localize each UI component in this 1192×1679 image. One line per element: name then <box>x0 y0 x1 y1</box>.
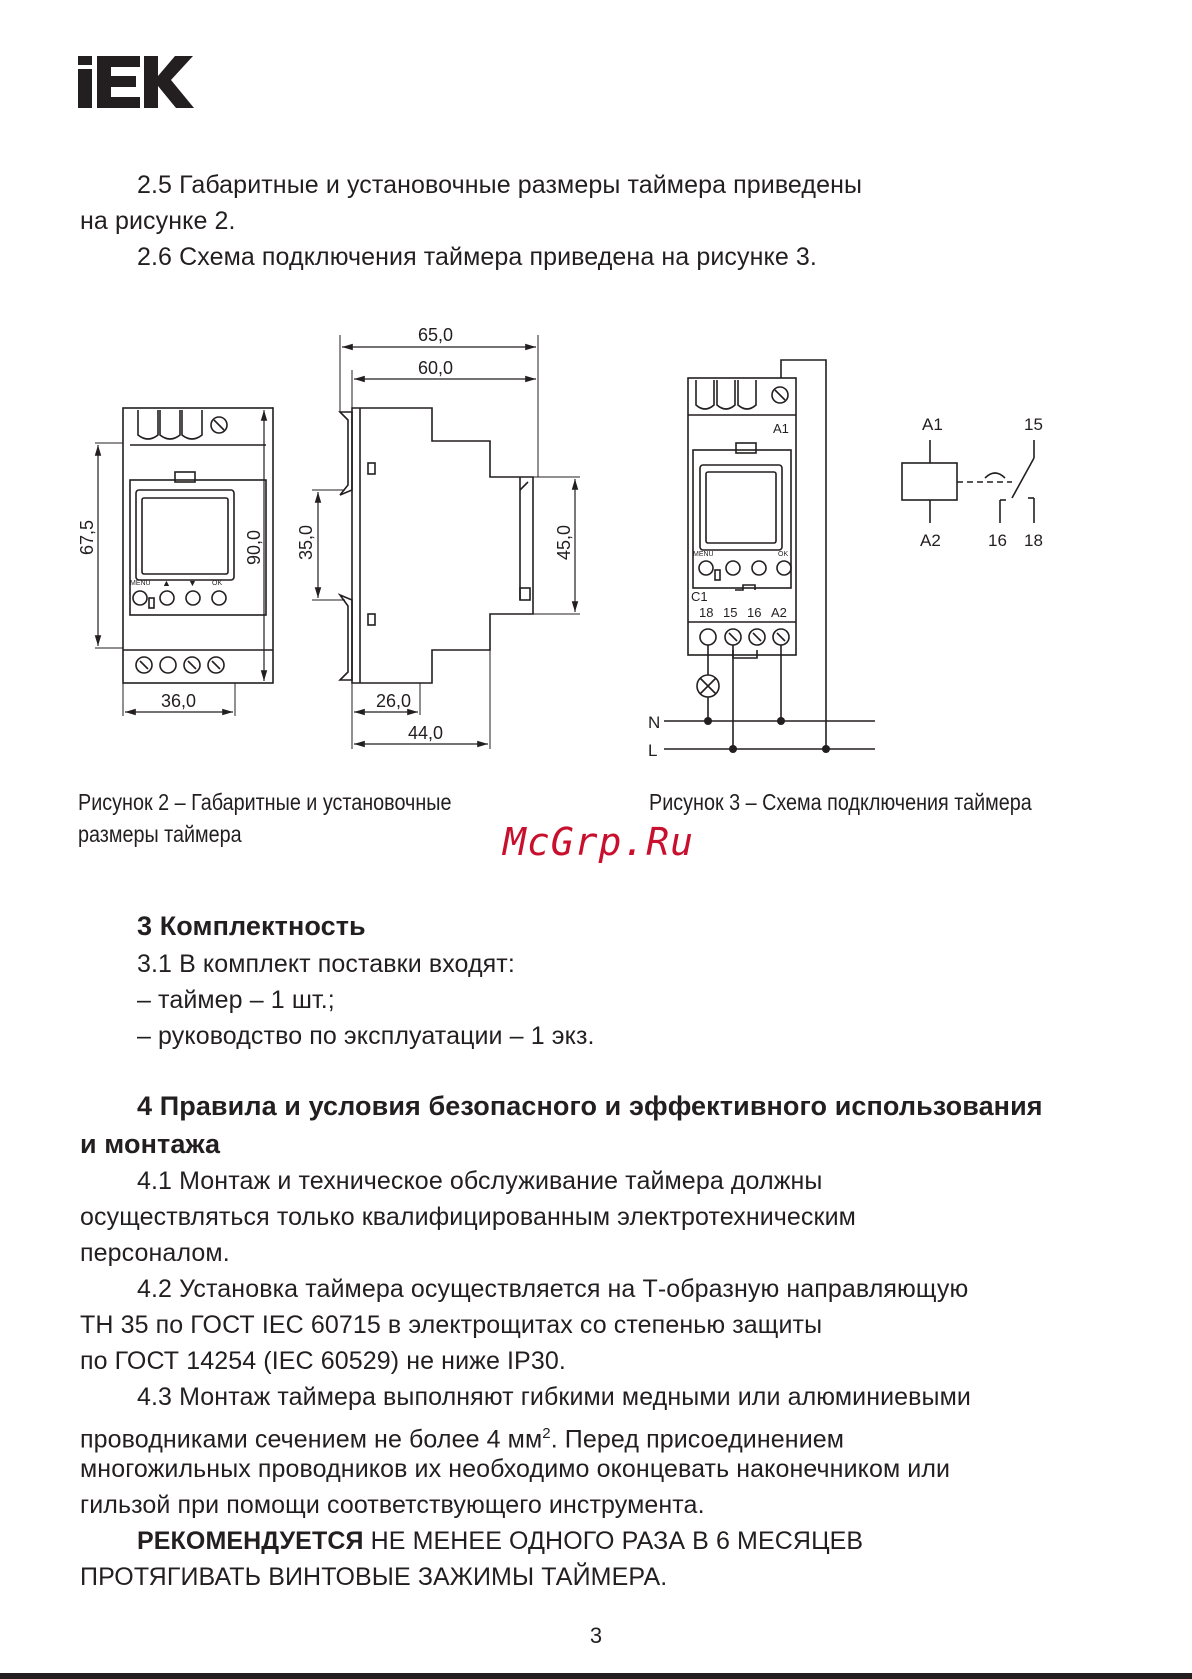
dim-65: 65,0 <box>418 325 454 345</box>
schematic-15-label: 15 <box>1024 415 1043 434</box>
dim-90: 90,0 <box>244 529 264 565</box>
front-down-label: ▼ <box>188 578 197 588</box>
line-label: L <box>648 741 658 760</box>
dim-45: 45,0 <box>554 524 574 560</box>
superscript-2: 2 <box>542 1425 551 1442</box>
dim-35: 35,0 <box>296 524 316 560</box>
terminal-15-label: 15 <box>723 605 738 620</box>
dim-67-5: 67,5 <box>77 519 97 555</box>
paragraph-4-2-line1: 4.2 Установка таймера осуществляется на Т-образную направляющую <box>137 1275 969 1303</box>
dim-26: 26,0 <box>376 691 412 711</box>
paragraph-4-3-line2-a: проводниками сечением не более 4 мм <box>80 1425 543 1454</box>
terminal-18-label: 18 <box>699 605 714 620</box>
paragraph-2-6: 2.6 Схема подключения таймера приведена на рисунке 3. <box>137 243 817 271</box>
dim-60: 60,0 <box>418 358 454 378</box>
section-4-heading-line2: и монтажа <box>80 1129 221 1159</box>
dim-36: 36,0 <box>161 691 197 711</box>
device-a1-label: A1 <box>773 421 789 436</box>
paragraph-4-1-line3: персоналом. <box>80 1239 230 1267</box>
figure-2-caption-line1: Рисунок 2 – Габаритные и установочные <box>78 789 452 815</box>
list-item: – таймер – 1 шт.; <box>137 986 335 1014</box>
front-ok-label: OK <box>212 580 223 587</box>
paragraph-4-2-line3: по ГОСТ 14254 (IEC 60529) не ниже IP30. <box>80 1347 566 1375</box>
recommendation-line1 <box>137 1524 863 1559</box>
wiring-menu-label: MENU <box>693 551 714 558</box>
paragraph-4-1-line2: осуществляться только квалифицированным электротехническим <box>80 1203 856 1231</box>
terminal-a2-label: A2 <box>771 605 787 620</box>
terminal-16-label: 16 <box>747 605 762 620</box>
figure-3-wiring-drawing <box>0 0 1192 800</box>
paragraph-4-3-line1: 4.3 Монтаж таймера выполняют гибкими медными или алюминиевыми <box>137 1383 971 1411</box>
figure-3-caption: Рисунок 3 – Схема подключения таймера <box>649 789 1032 815</box>
schematic-a1-label: A1 <box>922 415 943 434</box>
c1-label: C1 <box>691 589 708 604</box>
figure-2-caption-line2: размеры таймера <box>78 821 242 847</box>
bottom-rule <box>0 1673 1192 1679</box>
schematic-16-label: 16 <box>988 531 1007 550</box>
neutral-label: N <box>648 713 661 732</box>
wiring-ok-label: OK <box>778 551 789 558</box>
paragraph-4-3-line4: гильзой при помощи соответствующего инструмента. <box>80 1491 705 1519</box>
paragraph-4-3-line3: многожильных проводников их необходимо оконцевать наконечником или <box>80 1455 951 1483</box>
recommendation-bold: РЕКОМЕНДУЕТСЯ <box>137 1527 364 1555</box>
recommendation-line2: ПРОТЯГИВАТЬ ВИНТОВЫЕ ЗАЖИМЫ ТАЙМЕРА. <box>80 1563 668 1591</box>
schematic-a2-label: A2 <box>920 531 941 550</box>
paragraph-4-3-line2-b: . Перед присоединением <box>550 1425 845 1454</box>
front-up-label: ▲ <box>162 578 171 588</box>
paragraph-2-5-line2: на рисунке 2. <box>80 207 236 235</box>
paragraph-4-2-line2: ТН 35 по ГОСТ IEC 60715 в электрощитах со степенью защиты <box>80 1311 823 1339</box>
list-item: – руководство по эксплуатации – 1 экз. <box>137 1022 595 1050</box>
section-3-heading: 3 Комплектность <box>137 911 366 941</box>
paragraph-2-5-line1: 2.5 Габаритные и установочные размеры таймера приведены <box>137 171 863 199</box>
section-4-heading-line1: 4 Правила и условия безопасного и эффективного использования <box>137 1091 1043 1121</box>
page-number: 3 <box>589 1623 603 1648</box>
dim-44: 44,0 <box>408 723 444 743</box>
paragraph-4-1-line1: 4.1 Монтаж и техническое обслуживание таймера должны <box>137 1167 823 1195</box>
watermark: McGrp.Ru <box>503 820 695 864</box>
paragraph-3-1: 3.1 В комплект поставки входят: <box>137 950 515 978</box>
front-menu-label: MENU <box>130 580 151 587</box>
recommendation-rest: НЕ МЕНЕЕ ОДНОГО РАЗА В 6 МЕСЯЦЕВ <box>363 1527 864 1555</box>
schematic-18-label: 18 <box>1024 531 1043 550</box>
